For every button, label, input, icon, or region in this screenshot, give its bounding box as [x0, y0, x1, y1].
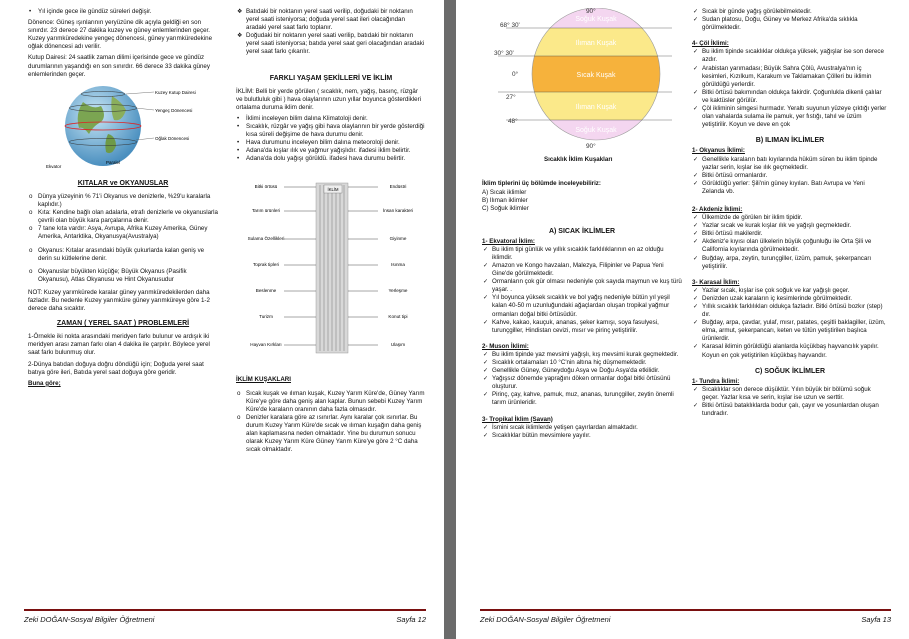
check-item: ✓ Kahve, kakao, kauçuk, ananas, şeker kamışı, soya fasulyesi, turunçgiller, Hindistan cevizi, mısır ve pirinç yetiştirilir.	[483, 318, 659, 334]
p12-column-left	[28, 8, 218, 391]
figure-caption: Sıcaklık İklim Kuşakları	[544, 156, 613, 164]
page-footer	[480, 609, 891, 625]
bullet-item: o Denizler karalara göre az ısınırlar. Aynı karalar çok ısınırlar. Bu durum Kuzey Yarım Küre'de sıcak ve ılıman kuşağın daha geniş alan kaplamasına neden olmaktadır. Yine bu durumun sonucu olarak Kuzey Yarım Küre Güney Yarım Küre'ye göre 2 °C daha sıcak olmaktadır.	[237, 413, 422, 454]
p12-block-2c	[236, 390, 426, 455]
degree-label: 90°	[586, 143, 596, 150]
bullet-item: o Sıcak kuşak ve ılıman kuşak, Kuzey Yarım Küre'de, Güney Yarım Küre'ye göre daha geniş alan kaplar. Bunun sebebi Kuzey Yarım Küre'de karaların oranının daha fazla olmasıdır.	[237, 389, 425, 413]
footer-author: Zeki DOĞAN-Sosyal Bilgiler Öğretmeni	[480, 615, 611, 624]
check-item: ✓ Denizden uzak karaların iç kesimlerinde görülmektedir.	[693, 294, 852, 302]
check-item: ✓ Bitki örtüsü ormanlardır.	[693, 171, 768, 179]
check-item: ✓ Bitki örtüsü makilerdir.	[693, 230, 763, 238]
subheading: 4- Çöl İklimi:	[692, 40, 729, 48]
label-equator: Ekvator	[46, 163, 62, 169]
diagram-right-label: Isınma	[391, 261, 405, 267]
p12-block-2b	[236, 115, 426, 164]
paragraph: Dönence: Güneş ışınlarının yeryüzüne dik açıyla geldiği en son sınırdır. 23 derece 27 dakika kuzey ve güney enlemlerinden geçer. Kuzey yarımküredekine yengeç dönencesi, güney yarımküredekine oğlak dönencesi adı verilir.	[28, 19, 213, 51]
page-12	[0, 0, 444, 639]
check-item: ✓ Sıcak bir günde yağış görülebilmektedir.	[693, 8, 812, 15]
subheading: 2- Akdeniz İklimi:	[692, 205, 743, 213]
check-item: ✓ Yıl boyunca yüksek sıcaklık ve bol yağış nedeniyle bütün yıl yeşil kalan 40-50 m uzunluğundaki ağaçlardan oluşan tropikal yağmur ormanları doğal bitki örtüsüdür.	[483, 294, 670, 318]
diagram-right-label: Endüstri	[389, 183, 407, 189]
subheading: 3- Tropikal İklim (Savan)	[482, 415, 553, 423]
diagram-right-label: Giyinme	[389, 235, 407, 241]
diagram-left-label: Sulama Özellikleri	[247, 235, 285, 241]
degree-label: 48°	[508, 118, 518, 125]
bullet-item: • İklimi inceleyen bilim dalına Klimatoloji denir.	[237, 114, 368, 122]
subheading: 2- Muson İklimi:	[482, 342, 529, 350]
degree-label: 68° 30'	[500, 22, 520, 29]
climate-belts-figure	[482, 8, 682, 153]
diagram-right-label: Konut tipi	[388, 313, 408, 319]
p12-block-1a	[28, 8, 218, 16]
belt-label: Soğuk Kuşak	[575, 127, 617, 134]
belt-label: Ilıman Kuşak	[575, 104, 617, 111]
paragraph: Kutup Dairesi: 24 saatlik zaman dilimi içerisinde gece ve gündüz durumlarının yaşandığı en son sınırdır. 66 derece 33 dakika güney enlemlerinden geçer.	[28, 54, 210, 78]
section-title-cold: C) SOĞUK İKLİMLER	[755, 367, 825, 375]
footer-page-number: Sayfa 12	[396, 615, 426, 624]
p12-column-right	[236, 8, 426, 457]
degree-label: 27°	[506, 94, 516, 101]
page-footer	[24, 609, 426, 625]
list-line: A) Sıcak iklimler	[482, 189, 527, 197]
p13-block-1b	[482, 238, 682, 440]
belt-label: Ilıman Kuşak	[575, 40, 617, 47]
check-item: ✓ Genellikle karaların batı kıyılarında hüküm süren bu iklim tipinde yazlar serin, kışlar ise ılık geçmektedir.	[693, 155, 878, 171]
p12-block-2a	[236, 8, 426, 57]
check-item: ✓ Görüldüğü yerler: Şili'nin güney kıyıları. Batı Avrupa ve Yeni Zelanda vb.	[693, 179, 865, 195]
degree-label: 30° 30'	[494, 50, 514, 57]
label-tropic-cancer: Yengeç Dönencesi	[155, 107, 193, 113]
subheading: 1- Ekvatoral İklim:	[482, 237, 535, 245]
check-item: ✓ Bitki örtüsü bataklıklarda bodur çalı, çayır ve yosunlardan oluşan tundradır.	[693, 402, 879, 418]
diagram-right-label: Yerleşme	[388, 287, 408, 293]
diagram-left-label: Beslenme	[255, 287, 277, 293]
bullet-item: • Adana'da dolu yağışı görüldü. ifadesi hava durumu belirtir.	[237, 155, 406, 163]
bullet-item: • Sıcaklık, rüzgâr ve yağış gibi hava olaylarının bir yerde gösterdiği kısa süreli değişime de hava durumu denir.	[237, 123, 425, 139]
bullet-item: ❖ Doğudaki bir noktanın yerel saati verilip, batıdaki bir noktanın yerel saati isteniyorsa; batıda yerel saat geri olacağından aradaki yerel saat farkı çıkarılır.	[237, 32, 425, 56]
paragraph: 1-Örnekle iki nokta arasındaki meridyen farkı bulunur ve ardışık iki meridyen arası zaman farkı olan 4 dakika ile çarpılır. Böylece yerel saat farkı bulunmuş olur.	[28, 333, 210, 357]
climate-effects-diagram	[236, 173, 426, 363]
bullet-item: o 7 tane kıta vardır: Asya, Avrupa, Afrika Kuzey Amerika, Güney Amerika, Antarktika, Okyanusya(Avustralya)	[29, 225, 208, 241]
check-item: ✓ Buğday, arpa, zeytin, turunçgiller, üzüm, pamuk, şekerpancarı yetiştirilir.	[693, 254, 872, 270]
label-arctic-circle: Kuzey Kutup Dairesi	[155, 89, 196, 95]
list-line: B) Ilıman iklimler	[482, 197, 528, 205]
degree-label: 90°	[586, 8, 596, 15]
p13-column-right	[692, 8, 888, 421]
diagram-left-label: Turizm	[259, 313, 273, 319]
paragraph: İKLİM: Belli bir yerde görülen ( sıcaklık, nem, yağış, basınç, rüzgâr ve bulutluluk gibi ) hava olaylarının uzun yıllar boyunca gösterdikleri ortalama duruma iklim denir.	[236, 87, 422, 111]
check-item: ✓ Yazlar sıcak, kışlar ise çok soğuk ve kar yağışlı geçer.	[693, 286, 850, 294]
p13-block-2a	[692, 8, 888, 129]
subheading: 3- Karasal İklim:	[692, 278, 740, 286]
subheading: 1- Okyanus İklimi:	[692, 147, 745, 155]
bullet-item: o Okyanuslar büyükten küçüğe; Büyük Okyanus (Pasifik Okyanusu), Atlas Okyanusu ve Hint Okyanusudur	[29, 267, 187, 283]
check-item: ✓ Genellikle Güney, Güneydoğu Asya ve Doğu Asya'da etkilidir.	[483, 367, 660, 375]
bullet-item: o Okyanus: Kıtalar arasındaki büyük çukurlarda kalan geniş ve derin su kütlelerine denir.	[29, 246, 205, 262]
check-item: ✓ Yıllık sıcaklık farklılıkları oldukça fazladır. Bitki örtüsü bozkır (step) dır.	[693, 303, 883, 319]
paragraph: 2-Dünya batıdan doğuya doğru döndüğü için; Doğuda yerel saat batıya göre ileri, Batıda yerel saat doğuya göre geridir.	[28, 360, 204, 376]
bullet-item: o Kıta: Kendine bağlı olan adalarla, etrafı denizlerle ve okyanuslarla çevrili olan büyük kara parçalarına denir.	[29, 209, 218, 225]
page-13	[456, 0, 909, 639]
p13-block-2c	[692, 378, 888, 418]
globe-illustration	[28, 82, 218, 170]
diagram-center-label: İKLİM	[327, 186, 339, 192]
subheading: 1- Tundra İklimi:	[692, 377, 740, 385]
diagram-right-label: İnsan karakteri	[382, 207, 414, 213]
check-item: ✓ Bu iklim tipinde sıcaklıklar oldukça yüksek, yağışlar ise son derece azdır.	[693, 48, 884, 64]
check-item: ✓ Akdeniz'e kıyısı olan ülkelerin büyük çoğunluğu ile Orta Şili ve California kıyılarında görülmektedir.	[693, 238, 872, 254]
footer-page-number: Sayfa 13	[861, 615, 891, 624]
check-item: ✓ Çöl ikliminin simgesi hurmadır. Yeraltı suyunun yüzeye çıktığı yerler olan vahalarda sulama ile pamuk, yer fıstığı, tahıl ve üzüm yetiştirilir. Koyun ve deve en çok	[693, 105, 887, 129]
degree-label: 0°	[512, 71, 519, 78]
paragraph: İklim tiplerini üç bölümde inceleyebiliriz:	[482, 180, 601, 188]
belt-label: Sıcak Kuşak	[576, 72, 616, 79]
check-item: ✓ Sudan platosu, Doğu, Güney ve Merkez Afrika'da sıklıkla görülmektedir.	[693, 16, 858, 32]
section-title-mild: B) ILIMAN İKLİMLER	[755, 137, 825, 145]
check-item: ✓ Karasal iklimin görüldüğü alanlarda küçükbaş hayvancılık yapılır. Koyun en çok yetiştirilen küçükbaş hayvandır.	[693, 343, 879, 359]
diagram-left-label: Hayvan Kırkları	[250, 341, 282, 347]
footer-author: Zeki DOĞAN-Sosyal Bilgiler Öğretmeni	[24, 615, 155, 624]
belt-label: Soğuk Kuşak	[575, 16, 617, 23]
check-item: ✓ Arabistan yarımadası; Büyük Sahra Çölü, Avustralya'nın iç kesimleri, Kızılkum, Karakum ve Taklamakan Çölleri bu iklimin görüldüğü yerlerdir.	[693, 64, 872, 88]
p12-block-1b	[28, 193, 218, 284]
check-item: ✓ Bu iklim tipi günlük ve yıllık sıcaklık farklılıklarının en az olduğu iklimdir.	[483, 245, 664, 261]
label-tropic-capricorn: Oğlak Dönencesi	[155, 135, 190, 141]
check-item: ✓ Sıcaklıklar son derece düşüktür. Yılın büyük bir bölümü soğuk geçer. Yazlar kısa ve serin, kışlar ise uzun ve serttir.	[693, 385, 871, 401]
list-line: C) Soğuk iklimler	[482, 205, 529, 213]
check-item: ✓ İsmini sıcak iklimlerde yetişen çayırlardan almaktadır.	[483, 423, 638, 431]
bullet-item: • Hava durumunu inceleyen bilim dalına meteoroloji denir.	[237, 139, 400, 147]
bullet-item: • Adana'da kışlar ılık ve yağmur yağışlıdır. ifadesi iklim belirtir.	[237, 147, 411, 155]
check-item: ✓ Bitki örtüsü bakımından oldukça fakirdir. Çoğunlukla dikenli çalılar ve kaktüsler görülür.	[693, 88, 882, 104]
diagram-right-label: Ulaşım	[390, 341, 406, 347]
note-paragraph: NOT: Kuzey yarımkürede karalar güney yarımküredekilerden daha fazladır. Bu nedenle Kuzey yarımküre güney yarımküreye göre 1-2 derece daha sıcaktır.	[28, 288, 210, 313]
section-title-hot: A) SICAK İKLİMLER	[548, 227, 616, 235]
bullet-item: o Dünya yüzeyinin % 71'i Okyanus ve denizlerle, %29'u karalarla kaplıdır.)	[29, 192, 211, 209]
section-title-belts: İKLİM KUŞAKLARI	[236, 375, 291, 383]
p13-column-left	[482, 8, 682, 443]
check-item: ✓ Yağışsız dönemde yaprağını döken ormanlar doğal bitki örtüsünü oluşturur.	[483, 375, 671, 391]
diagram-left-label: Bitki örtüsü	[254, 183, 278, 189]
bullet-item: ❖ Batıdaki bir noktanın yerel saati verilip, doğudaki bir noktanın yerel saati isteniyorsa; doğuda yerel saat ileri olacağından aradaki yerel saat farkı toplanır.	[237, 8, 413, 32]
label-parallel: Paralel	[106, 159, 121, 165]
bullet-item: • Yıl içinde gece ile gündüz süreleri değişir.	[29, 8, 152, 15]
section-title-life: FARKLI YAŞAM ŞEKİLLERİ VE İKLİM	[269, 74, 393, 82]
check-item: ✓ Pirinç, çay, kahve, pamuk, muz, ananas, turunçgiller, zeytin önemli tarım ürünleridir.	[483, 391, 674, 407]
paragraph: Buna göre;	[28, 379, 61, 387]
check-item: ✓ Ormanların çok gür olması nedeniyle çok sayıda maymun ve kuş türü yaşar. .	[483, 278, 682, 294]
check-item: ✓ Ülkemizde de görülen bir iklim tipidir.	[693, 214, 803, 222]
section-title-oceans: KITALAR ve OKYANUSLAR	[77, 179, 169, 187]
check-item: ✓ Sıcaklıklar bütün mevsimlere yayılır.	[483, 431, 591, 439]
p13-block-2b	[692, 147, 888, 359]
diagram-left-label: Toprak tipleri	[252, 261, 280, 267]
check-item: ✓ Sıcaklık ortalamaları 10 °C'nin altına hiç düşmemektedir.	[483, 358, 647, 366]
section-title-time: ZAMAN ( YEREL SAAT ) PROBLEMLERİ	[56, 320, 190, 328]
check-item: ✓ Yazlar sıcak ve kurak kışlar ılık ve yağışlı geçmektedir.	[693, 222, 852, 230]
check-item: ✓ Buğday, arpa, çavdar, yulaf, mısır, patates, çeşitli baklagiller, üzüm, elma, armut, şekerpancarı, keten ve tütün yetiştirilen başlıca ürünlerdir.	[693, 319, 886, 343]
check-item: ✓ Bu iklim tipinde yaz mevsimi yağışlı, kış mevsimi kurak geçmektedir.	[483, 350, 679, 358]
diagram-left-label: Tarım ürünleri	[251, 207, 281, 213]
check-item: ✓ Amazon ve Kongo havzaları, Malezya, Filipinler ve Papua Yeni Gine'de görülmektedir.	[483, 261, 664, 278]
